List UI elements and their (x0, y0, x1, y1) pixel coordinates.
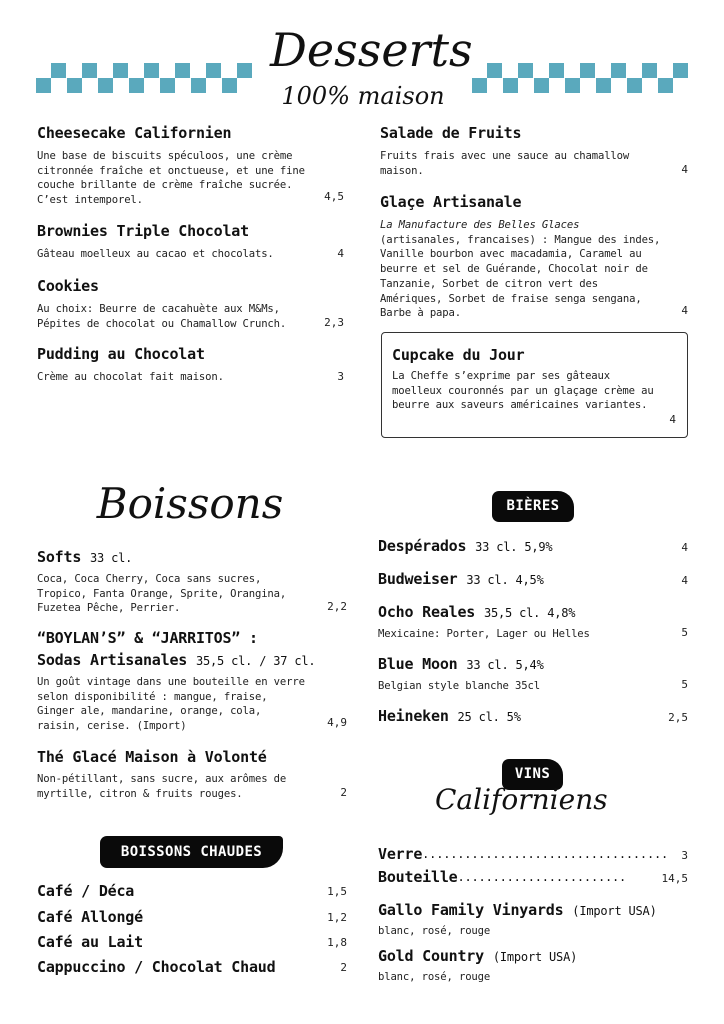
item-price: 4 (681, 541, 688, 554)
item-origin: (Import USA) (492, 950, 578, 964)
menu-item-heineken (378, 707, 688, 726)
menu-item-the-glace (37, 748, 347, 801)
item-size: 33 cl. (90, 551, 133, 565)
item-description: Non-pétillant, sans sucre, aux arômes de myrtille, citron & fruits rouges. (37, 773, 287, 800)
item-description: Un goût vintage dans une bouteille en verre selon disponibilité : mangue, fraise, Ginger ale, mandarine, orange, cola, raisin, cerise. (Import) (37, 676, 305, 733)
wine-gallo (378, 901, 688, 939)
item-description: Belgian style blanche 35cl (378, 680, 540, 692)
wine-gold-country (378, 947, 688, 985)
item-name: Pudding au Chocolat (37, 345, 205, 363)
menu-item-cheesecake (37, 124, 347, 208)
item-price: 14,5 (661, 872, 688, 885)
item-price: 4 (681, 304, 688, 317)
wine-price-bouteille (378, 868, 688, 886)
menu-item-softs (37, 548, 347, 616)
item-description: Coca, Coca Cherry, Coca sans sucres, Tropico, Fanta Orange, Sprite, Orangina, Fuzetea Pêche, Perrier. (37, 573, 287, 615)
item-price: 3 (681, 849, 688, 862)
item-name: Cappuccino / Chocolat Chaud (37, 958, 276, 976)
item-name: Café au Lait (37, 933, 143, 951)
item-name: Budweiser (378, 570, 458, 588)
item-price: 5 (681, 626, 688, 639)
checker-pattern-left (36, 63, 258, 95)
item-detail: 33 cl. 5,4% (466, 658, 544, 672)
menu-item-desperados (378, 537, 688, 556)
item-colors: blanc, rosé, rouge (378, 971, 491, 983)
item-price: 2,5 (668, 711, 688, 724)
item-description-brand: La Manufacture des Belles Glaces (380, 219, 580, 231)
item-price: 5 (681, 678, 688, 691)
menu-item-glace (380, 193, 688, 321)
item-name: Café / Déca (37, 882, 135, 900)
item-name: Bouteille (378, 868, 458, 886)
dot-leader: ........................ (457, 870, 627, 884)
featured-box-cupcake (381, 332, 688, 438)
item-price: 4,5 (324, 190, 344, 203)
item-price: 1,2 (327, 911, 347, 924)
item-name: Blue Moon (378, 655, 458, 673)
menu-item-cappuccino (37, 958, 347, 978)
section-badge-vins: VINS (502, 759, 563, 790)
menu-item-brownies (37, 222, 347, 262)
item-name: Gallo Family Vinyards (378, 901, 564, 919)
item-name: Salade de Fruits (380, 124, 522, 142)
item-price: 2 (340, 961, 347, 974)
menu-item-budweiser (378, 570, 688, 589)
item-description: Mexicaine: Porter, Lager ou Helles (378, 628, 590, 640)
page-subtitle: 100% maison (281, 82, 445, 110)
item-detail: 35,5 cl. 4,8% (483, 606, 576, 620)
menu-item-cafe-au-lait (37, 933, 347, 953)
item-price: 4 (669, 413, 676, 426)
item-name: Despérados (378, 537, 467, 555)
menu-item-sodas-artisanales (37, 629, 347, 734)
checker-pattern-right (472, 63, 694, 95)
section-badge-bieres: BIÈRES (492, 491, 574, 522)
item-description: Au choix: Beurre de cacahuète aux M&Ms, Pépites de chocolat ou Chamallow Crunch. (37, 303, 287, 330)
wine-price-verre (378, 845, 688, 863)
item-description: Une base de biscuits spéculoos, une crème citronnée fraîche et onctueuse, et une fine couche brillante de crème fraîche sucrée. C’est intemporel. (37, 150, 305, 207)
item-name: Glaçe Artisanale (380, 193, 522, 211)
item-detail: 33 cl. 4,5% (466, 573, 544, 587)
item-price: 2 (340, 786, 347, 799)
item-price: 1,8 (327, 936, 347, 949)
item-name: Café Allongé (37, 908, 143, 926)
menu-item-salade-fruits (380, 124, 688, 178)
item-detail: 33 cl. 5,9% (475, 540, 553, 554)
item-colors: blanc, rosé, rouge (378, 925, 491, 937)
menu-item-pudding (37, 345, 347, 385)
menu-item-cafe-allonge (37, 908, 347, 928)
item-detail: 25 cl. 5% (457, 710, 521, 724)
item-price: 4,9 (327, 716, 347, 729)
section-badge-boissons-chaudes: BOISSONS CHAUDES (100, 836, 283, 868)
item-price: 4 (337, 247, 344, 260)
item-name: Heineken (378, 707, 449, 725)
item-description-text: (artisanales, francaises) : Mangue des indes, Vanille bourbon avec macadamia, Caramel au beurre et sel de Guérande, Chocolat noir de Tanzanie, Sorbet de citron vert des Amériques, Sorbet de fraise senga sengana, Barbe à papa. (380, 233, 661, 320)
item-size: 35,5 cl. / 37 cl. (195, 654, 316, 668)
item-price: 4 (681, 574, 688, 587)
item-price: 4 (681, 163, 688, 176)
menu-item-blue-moon (378, 655, 688, 694)
item-description: La Cheffe s’exprime par ses gâteaux moelleux couronnés par un glaçage crème au beurre aux saveurs américaines variantes. (392, 370, 654, 412)
item-name: Brownies Triple Chocolat (37, 222, 249, 240)
item-name: Sodas Artisanales (37, 651, 188, 669)
item-origin: (Import USA) (572, 904, 657, 918)
item-name: Cookies (37, 277, 99, 295)
item-brands: “BOYLAN’S” & “JARRITOS” : (37, 629, 258, 647)
section-title-californiens: Californiens (435, 783, 608, 816)
item-name: Cupcake du Jour (392, 346, 525, 364)
item-price: 2,2 (327, 600, 347, 613)
item-description: Gâteau moelleux au cacao et chocolats. (37, 248, 274, 260)
page-title: Desserts (270, 23, 473, 77)
menu-item-cookies (37, 277, 347, 331)
item-price: 2,3 (324, 316, 344, 329)
item-name: Thé Glacé Maison à Volonté (37, 748, 267, 766)
menu-item-ocho-reales (378, 603, 688, 642)
section-title-boissons: Boissons (96, 479, 284, 528)
item-name: Cheesecake Californien (37, 124, 232, 142)
dot-leader: ................................... (422, 847, 669, 861)
item-price: 3 (337, 370, 344, 383)
item-name: Softs (37, 548, 82, 566)
item-description: Fruits frais avec une sauce au chamallow maison. (380, 150, 630, 177)
item-description: Crème au chocolat fait maison. (37, 371, 224, 383)
item-name: Verre (378, 845, 423, 863)
item-name: Gold Country (378, 947, 484, 965)
item-description (380, 218, 665, 321)
item-name: Ocho Reales (378, 603, 476, 621)
item-price: 1,5 (327, 885, 347, 898)
menu-item-cafe-deca (37, 882, 347, 902)
